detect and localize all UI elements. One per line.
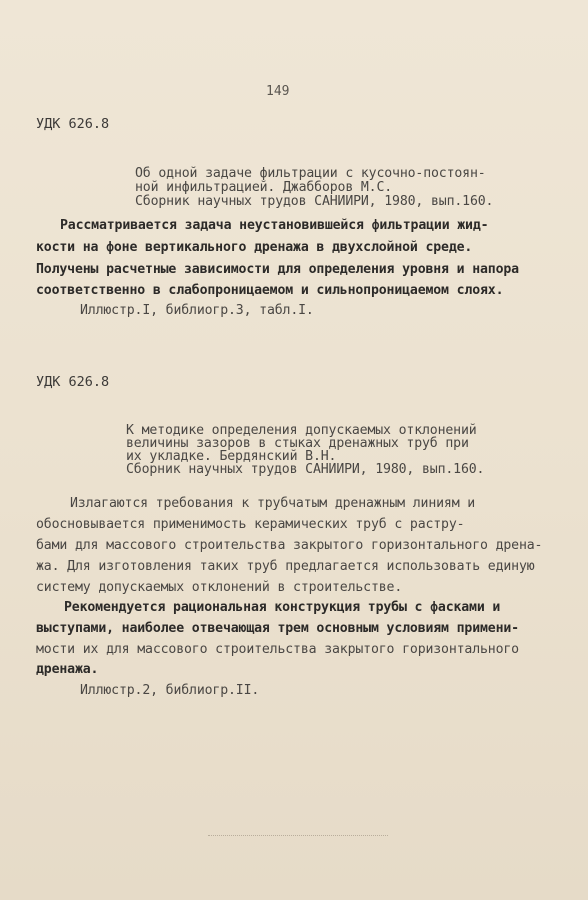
abstract-line: обосновывается применимость керамических труб с растру-	[36, 517, 465, 532]
citation-line: величины зазоров в стыках дренажных труб при	[126, 436, 469, 451]
abstract-line: жа. Для изготовления таких труб предлагается использовать единую	[36, 559, 535, 574]
abstract-line: соответственно в слабопроницаемом и сильнопроницаемом слоях.	[36, 283, 504, 298]
abstract-line: выступами, наиболее отвечающая трем основным условиям примени-	[36, 621, 519, 636]
abstract-line: Получены расчетные зависимости для определения уровня и напора	[36, 262, 519, 277]
citation-line: Об одной задаче фильтрации с кусочно-постоян-	[135, 166, 486, 181]
udk-code: УДК 626.8	[36, 374, 110, 390]
abstract-line: бами для массового строительства закрытого горизонтального дрена-	[36, 538, 543, 553]
abstract-line: систему допускаемых отклонений в строительстве.	[36, 580, 403, 595]
citation-line: К методике определения допускаемых отклонений	[126, 423, 477, 438]
udk-code: УДК 626.8	[36, 116, 110, 132]
citation-line: Сборник научных трудов САНИИРИ, 1980, вып.160.	[135, 194, 494, 209]
abstract-line: дренажа.	[36, 662, 99, 677]
dotted-divider	[208, 835, 388, 836]
illustrations-note: Иллюстр.I, библиогр.3, табл.I.	[80, 303, 314, 318]
abstract-line: кости на фоне вертикального дренажа в двухслойной среде.	[36, 240, 473, 255]
abstract-line: Рекомендуется рациональная конструкция трубы с фасками и	[64, 600, 501, 615]
abstract-line: Излагаются требования к трубчатым дренажным линиям и	[70, 496, 476, 511]
abstract-line: Рассматривается задача неустановившейся фильтрации жид-	[60, 218, 489, 233]
page-number: 149	[266, 84, 290, 99]
citation-line: их укладке. Бердянский В.Н.	[126, 449, 337, 464]
citation-line: Сборник научных трудов САНИИРИ, 1980, вып.160.	[126, 462, 485, 477]
citation-line: ной инфильтрацией. Джабборов М.С.	[135, 180, 393, 195]
abstract-line: мости их для массового строительства закрытого горизонтального	[36, 642, 519, 657]
illustrations-note: Иллюстр.2, библиогр.II.	[80, 683, 260, 698]
